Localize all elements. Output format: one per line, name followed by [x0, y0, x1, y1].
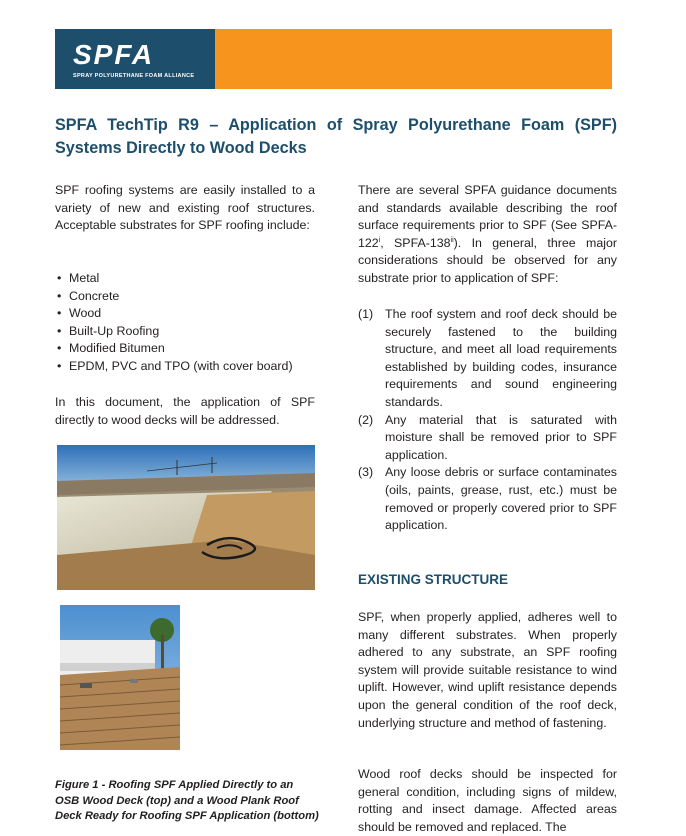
list-item: (3) Any loose debris or surface contaminates (oils, paints, grease, rust, etc.) must be removed or properly covered prior to SPF application. — [358, 465, 617, 533]
list-item: • Modified Bitumen — [55, 340, 315, 358]
list-item: (2) Any material that is saturated with moisture shall be removed prior to SPF application. — [358, 412, 617, 462]
intro-paragraph: SPF roofing systems are easily installed to a variety of new and existing roof structures. Acceptable substrates for SPF roofing include: — [55, 183, 315, 233]
list-item: • Wood — [55, 305, 315, 323]
substrate-list — [55, 270, 315, 376]
footnote-ref-i: i — [378, 236, 381, 244]
left-column — [55, 182, 315, 235]
guidance-paragraph: There are several SPFA guidance documents and standards available describing the roof surface requirements prior to SPF (See SPFA-122$^i$, SPFA-138$^{ii}$). In general, three major considerations should be observed for any substrate prior to application of SPF: — [358, 183, 617, 285]
footnote-ref-ii: ii — [450, 236, 454, 244]
section-heading-existing-structure: EXISTING STRUCTURE — [358, 572, 509, 587]
list-item: • Concrete — [55, 288, 315, 306]
list-item: (1) The roof system and roof deck should be securely fastened to the building structure, and meet all load requirements established by building codes, insurance requirements and sound engineering standards. — [358, 307, 617, 409]
logo-wordmark: SPFA — [73, 39, 155, 70]
existing-structure-paragraph-1: SPF, when properly applied, adheres well to many different substrates. When properly adhered to any substrate, an SPF roofing system will provide suitable resistance to wind uplift. However, wind uplift resistance depends upon the general condition of the roof deck, underlying structure and method of fastening. — [358, 610, 617, 730]
roof-photo-bottom — [60, 605, 180, 750]
list-item: • EPDM, PVC and TPO (with cover board) — [55, 358, 315, 376]
logo-tagline: SPRAY POLYURETHANE FOAM ALLIANCE — [73, 73, 195, 79]
existing-structure-para2-container — [358, 766, 617, 836]
closing-paragraph: In this document, the application of SPF directly to wood decks will be addressed. — [55, 395, 315, 427]
right-column — [358, 182, 617, 288]
substrate-list-container — [55, 270, 315, 376]
closing-container — [55, 394, 315, 429]
considerations-container — [358, 306, 617, 535]
existing-structure-paragraph-2: Wood roof decks should be inspected for general condition, including signs of mildew, rotting and insect damage. Affected areas should be removed and replaced. The — [358, 767, 617, 834]
document-title: SPFA TechTip R9 – Application of Spray Polyurethane Foam (SPF) Systems Directly to Wood Decks — [55, 116, 617, 157]
list-item: • Metal — [55, 270, 315, 288]
list-item: • Built-Up Roofing — [55, 323, 315, 341]
roof-photo-top — [57, 445, 315, 590]
spfa-logo — [55, 29, 215, 89]
existing-structure-para1-container — [358, 609, 617, 732]
considerations-list — [358, 306, 617, 535]
figure-caption: Figure 1 - Roofing SPF Applied Directly to an OSB Wood Deck (top) and a Wood Plank Roof Deck Ready for Roofing SPF Application (bottom) — [55, 779, 319, 822]
